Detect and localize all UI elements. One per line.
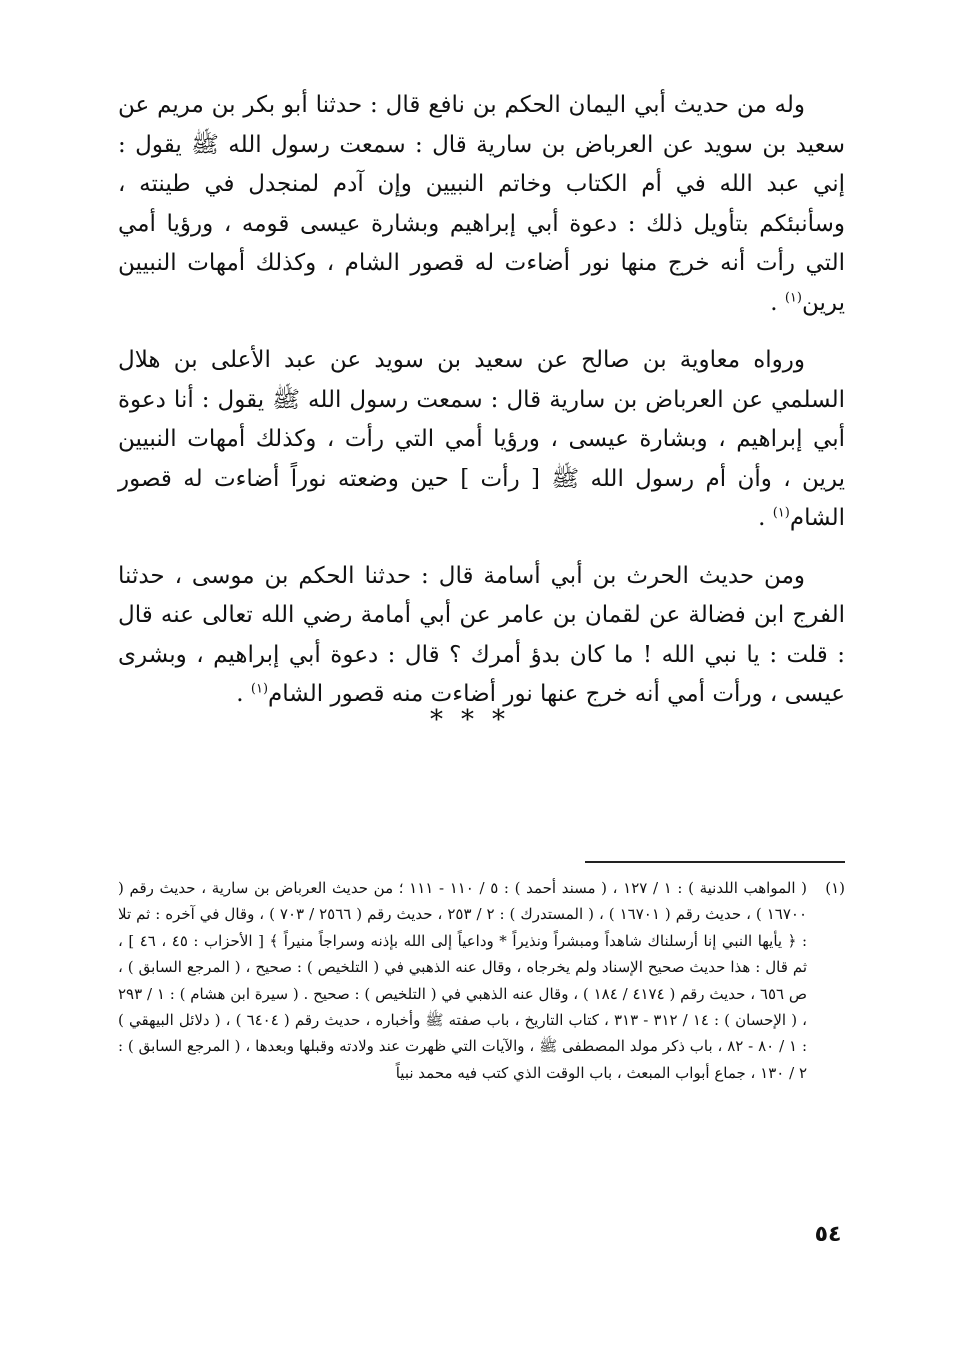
paragraph-2 — [118, 341, 845, 539]
footnote-ref-1[interactable]: (١) — [784, 289, 802, 305]
footnote-text: ( المواهب اللدنية ) : ١ / ١٢٧ ، ( مسند أحمد ) : ٥ / ١١٠ - ١١١ ؛ من حديث العرباض بن سارية ، حديث رقم ( ١٦٧٠٠ ) ، حديث رقم ( ١٦٧٠١ ) ، ( المستدرك ) : ٢ / ٢٥٣ ، حديث رقم ( ٢٥٦٦ / ٧٠٣ ) ، وقال في آخره : ثم تلا : ﴿ يأيها النبي إنا أرسلناك شاهداً ومبشراً ونذيراً * وداعياً إلى الله بإذنه وسراجاً منيراً ﴾ [ الأحزاب : ٤٥ ، ٤٦ ] ، ثم قال : هذا حديث صحيح الإسناد ولم يخرجاه ، وقال عنه الذهبي في ( التلخيص ) : صحيح ، ( المرجع السابق ) ، ص ٦٥٦ ، حديث رقم ( ٤١٧٤ / ١٨٤ ) ، وقال عنه الذهبي في ( التلخيص ) : صحيح . ( سيرة ابن هشام ) : ١ / ٢٩٣ ، ( الإحسان ) : ١٤ / ٣١٢ - ٣١٣ ، كتاب التاريخ ، باب صفته ﷺ وأخباره ، حديث رقم ( ٦٤٠٤ ) ، ( دلائل البيهقي ) : ١ / ٨٠ - ٨٢ ، باب ذكر مولد المصطفى ﷺ ، والآيات التي ظهرت عند ولادته وقبلها وبعدها ، ( المرجع السابق ) : ٢ / ١٣٠ ، جماع أبواب المبعث ، باب الوقت الذي كتب فيه محمد نبياً — [118, 879, 808, 1082]
paragraph-3-text: ومن حديث الحرث بن أبي أسامة قال : حدثنا الحكم بن موسى ، حدثنا الفرج ابن فضالة عن لقمان بن عامر عن أبي أمامة رضي الله تعالى عنه قال : قلت : يا نبي الله ! ما كان بدؤ أمرك ؟ قال : دعوة أبي إبراهيم ، وبشرى عيسى ، ورأت أمي أنه خرج عنها نور أضاءت منه قصور الشام — [118, 562, 845, 707]
paragraph-1 — [118, 86, 845, 323]
paragraph-1-end: . — [770, 289, 785, 316]
footnote-1 — [118, 875, 845, 1086]
paragraph-3-end: . — [236, 681, 251, 707]
footnote-ref-2[interactable]: (١) — [772, 505, 790, 521]
footnote-number: (١) — [825, 879, 845, 897]
section-separator: *** — [430, 705, 523, 735]
footnotes-section — [118, 875, 845, 1086]
paragraph-2-end: . — [758, 505, 773, 531]
paragraph-1-text: وله من حديث أبي اليمان الحكم بن نافع قال : حدثنا أبو بكر بن مريم عن سعيد بن سويد عن العرباض بن سارية قال : سمعت رسول الله ﷺ يقول : إني عبد الله في أم الكتاب وخاتم النبيين وإن آدم لمنجدل في طينته ، وسأنبئكم بتأويل ذلك : دعوة أبي إبراهيم وبشارة عيسى قومه ، ورؤيا أمي التي رأت أنه خرج منها نور أضاءت له قصور الشام ، وكذلك أمهات النبيين يرين — [118, 92, 845, 316]
footnote-ref-3[interactable]: (١) — [250, 681, 269, 697]
footnote-divider — [585, 861, 845, 863]
paragraph-2-text: ورواه معاوية بن صالح عن سعيد بن سويد عن عبد الأعلى بن هلال السلمي عن العرباض بن سارية قال : سمعت رسول الله ﷺ يقول : أنا دعوة أبي إبراهيم ، وبشارة عيسى ، ورؤيا أمي التي رأت ، وكذلك أمهات النبيين يرين ، وأن أم رسول الله ﷺ [ رأت ] حين وضعته نوراً أضاءت له قصور الشام — [118, 347, 845, 531]
main-text-body — [118, 86, 845, 733]
paragraph-3 — [118, 557, 845, 715]
page-number: ٥٤ — [814, 1222, 842, 1247]
